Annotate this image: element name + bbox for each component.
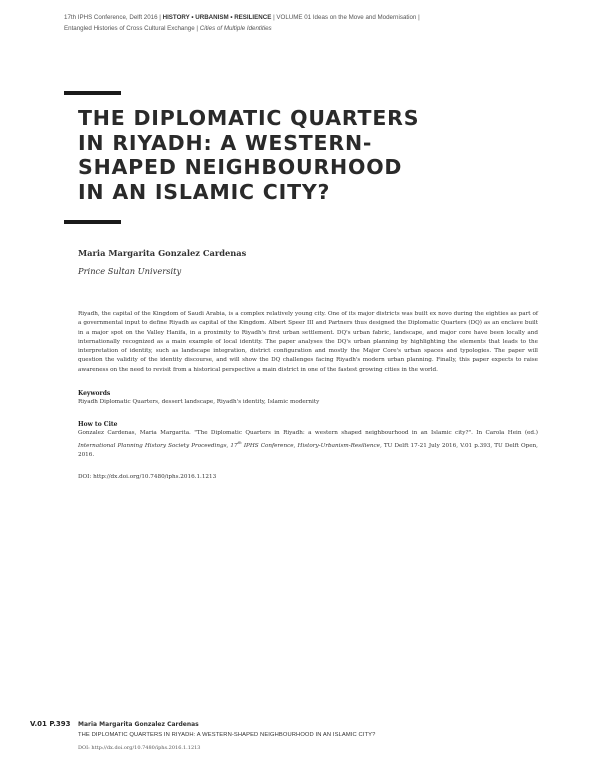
title-line: SHAPED NEIGHBOURHOOD [78,155,403,179]
footer-author: Maria Margarita Gonzalez Cardenas [78,721,199,728]
running-header [64,13,564,34]
citation-heading: How to Cite [78,420,118,428]
keywords-section [78,389,538,408]
title-line: IN RIYADH: A WESTERN- [78,130,373,155]
title-line: IN AN ISLAMIC CITY? [78,179,331,204]
conference-name: 17th IPHS Conference, Delft 2016 [64,14,158,21]
paper-title [78,106,438,204]
header-line-1: 17th IPHS Conference, Delft 2016 | HISTORY • URBANISM • RESILIENCE | VOLUME 01 Ideas on the Move and Modernisation | [64,14,420,21]
title-line: THE DIPLOMATIC QUARTERS [78,106,420,130]
conference-theme: HISTORY • URBANISM • RESILIENCE [162,14,272,21]
abstract-block [78,310,538,482]
running-footer [78,720,538,753]
session-name: Cities of Multiple Identities [199,24,272,32]
footer-title: THE DIPLOMATIC QUARTERS IN RIYADH: A WESTERN-SHAPED NEIGHBOURHOOD IN AN ISLAMIC CITY? [78,732,376,738]
title-bottom-rule [64,220,121,224]
keywords-heading: Keywords [78,390,111,398]
header-line-2: Entangled Histories of Cross Cultural Exchange | Cities of Multiple Identities [64,24,272,32]
proceedings-title: International Planning History Society Proceedings, 17th IPHS Conference, History-Urbanism-Resilience, [78,440,384,450]
page-number: V.01 P.393 [30,720,71,728]
footer-doi[interactable]: DOI: http://dx.doi.org/10.7480/iphs.2016.1.1213 [78,745,201,751]
citation-text: Gonzalez Cardenas, Maria Margarita. "The Diplomatic Quarters in Riyadh: a western shaped neighbourhood in an Islamic city?". In Carola Hein (ed.) International Planning History Society Proceedings, 17th IPHS Conference, History-Urbanism-Resilience, TU Delft 17-21 July 2016, V.01 p.393, TU Delft Open, 2016. [78,429,538,459]
citation-section [78,420,538,461]
abstract-text: Riyadh, the capital of the Kingdom of Saudi Arabia, is a complex relatively young city. One of its major districts was built ex novo during the eighties as part of a governmental input to define Riyadh as capital of the Kingdom. Albert Speer III and Partners thus designed the Diplomatic Quarters (DQ) as an enclave built in a major spot on the Valley Hanifa, in a proximity to Riyadh's first urban settlement. DQ's urban fabric, landscape, and major core have been locally and internationally recognized as a main example of local identity. The paper analyses the DQ's urban planning by highlighting the elements that leads to the interpretation of identity, such as landscape integration, district configuration and mostly the Major Core's urban spaces and typologies. The paper will question the validity of the identity discourse, and will show the DQ challenges facing Riyadh's modern urban planning. Finally, this paper expects to raise awareness on the need to revisit from a historical perspective a main district in one of the fastest growing cities in the world. [78,311,538,373]
title-top-rule [64,91,121,95]
author-name: Maria Margarita Gonzalez Cardenas [78,248,247,258]
keywords-text: Riyadh Diplomatic Quarters, dessert landscape, Riyadh's identity, Islamic modernity [78,399,320,406]
track-name: Entangled Histories of Cross Cultural Exchange [64,24,195,32]
volume-label: VOLUME 01 Ideas on the Move and Modernisation [276,14,417,21]
author-affiliation: Prince Sultan University [78,266,182,276]
doi-link[interactable]: DOI: http://dx.doi.org/10.7480/iphs.2016.1.1213 [78,473,217,480]
